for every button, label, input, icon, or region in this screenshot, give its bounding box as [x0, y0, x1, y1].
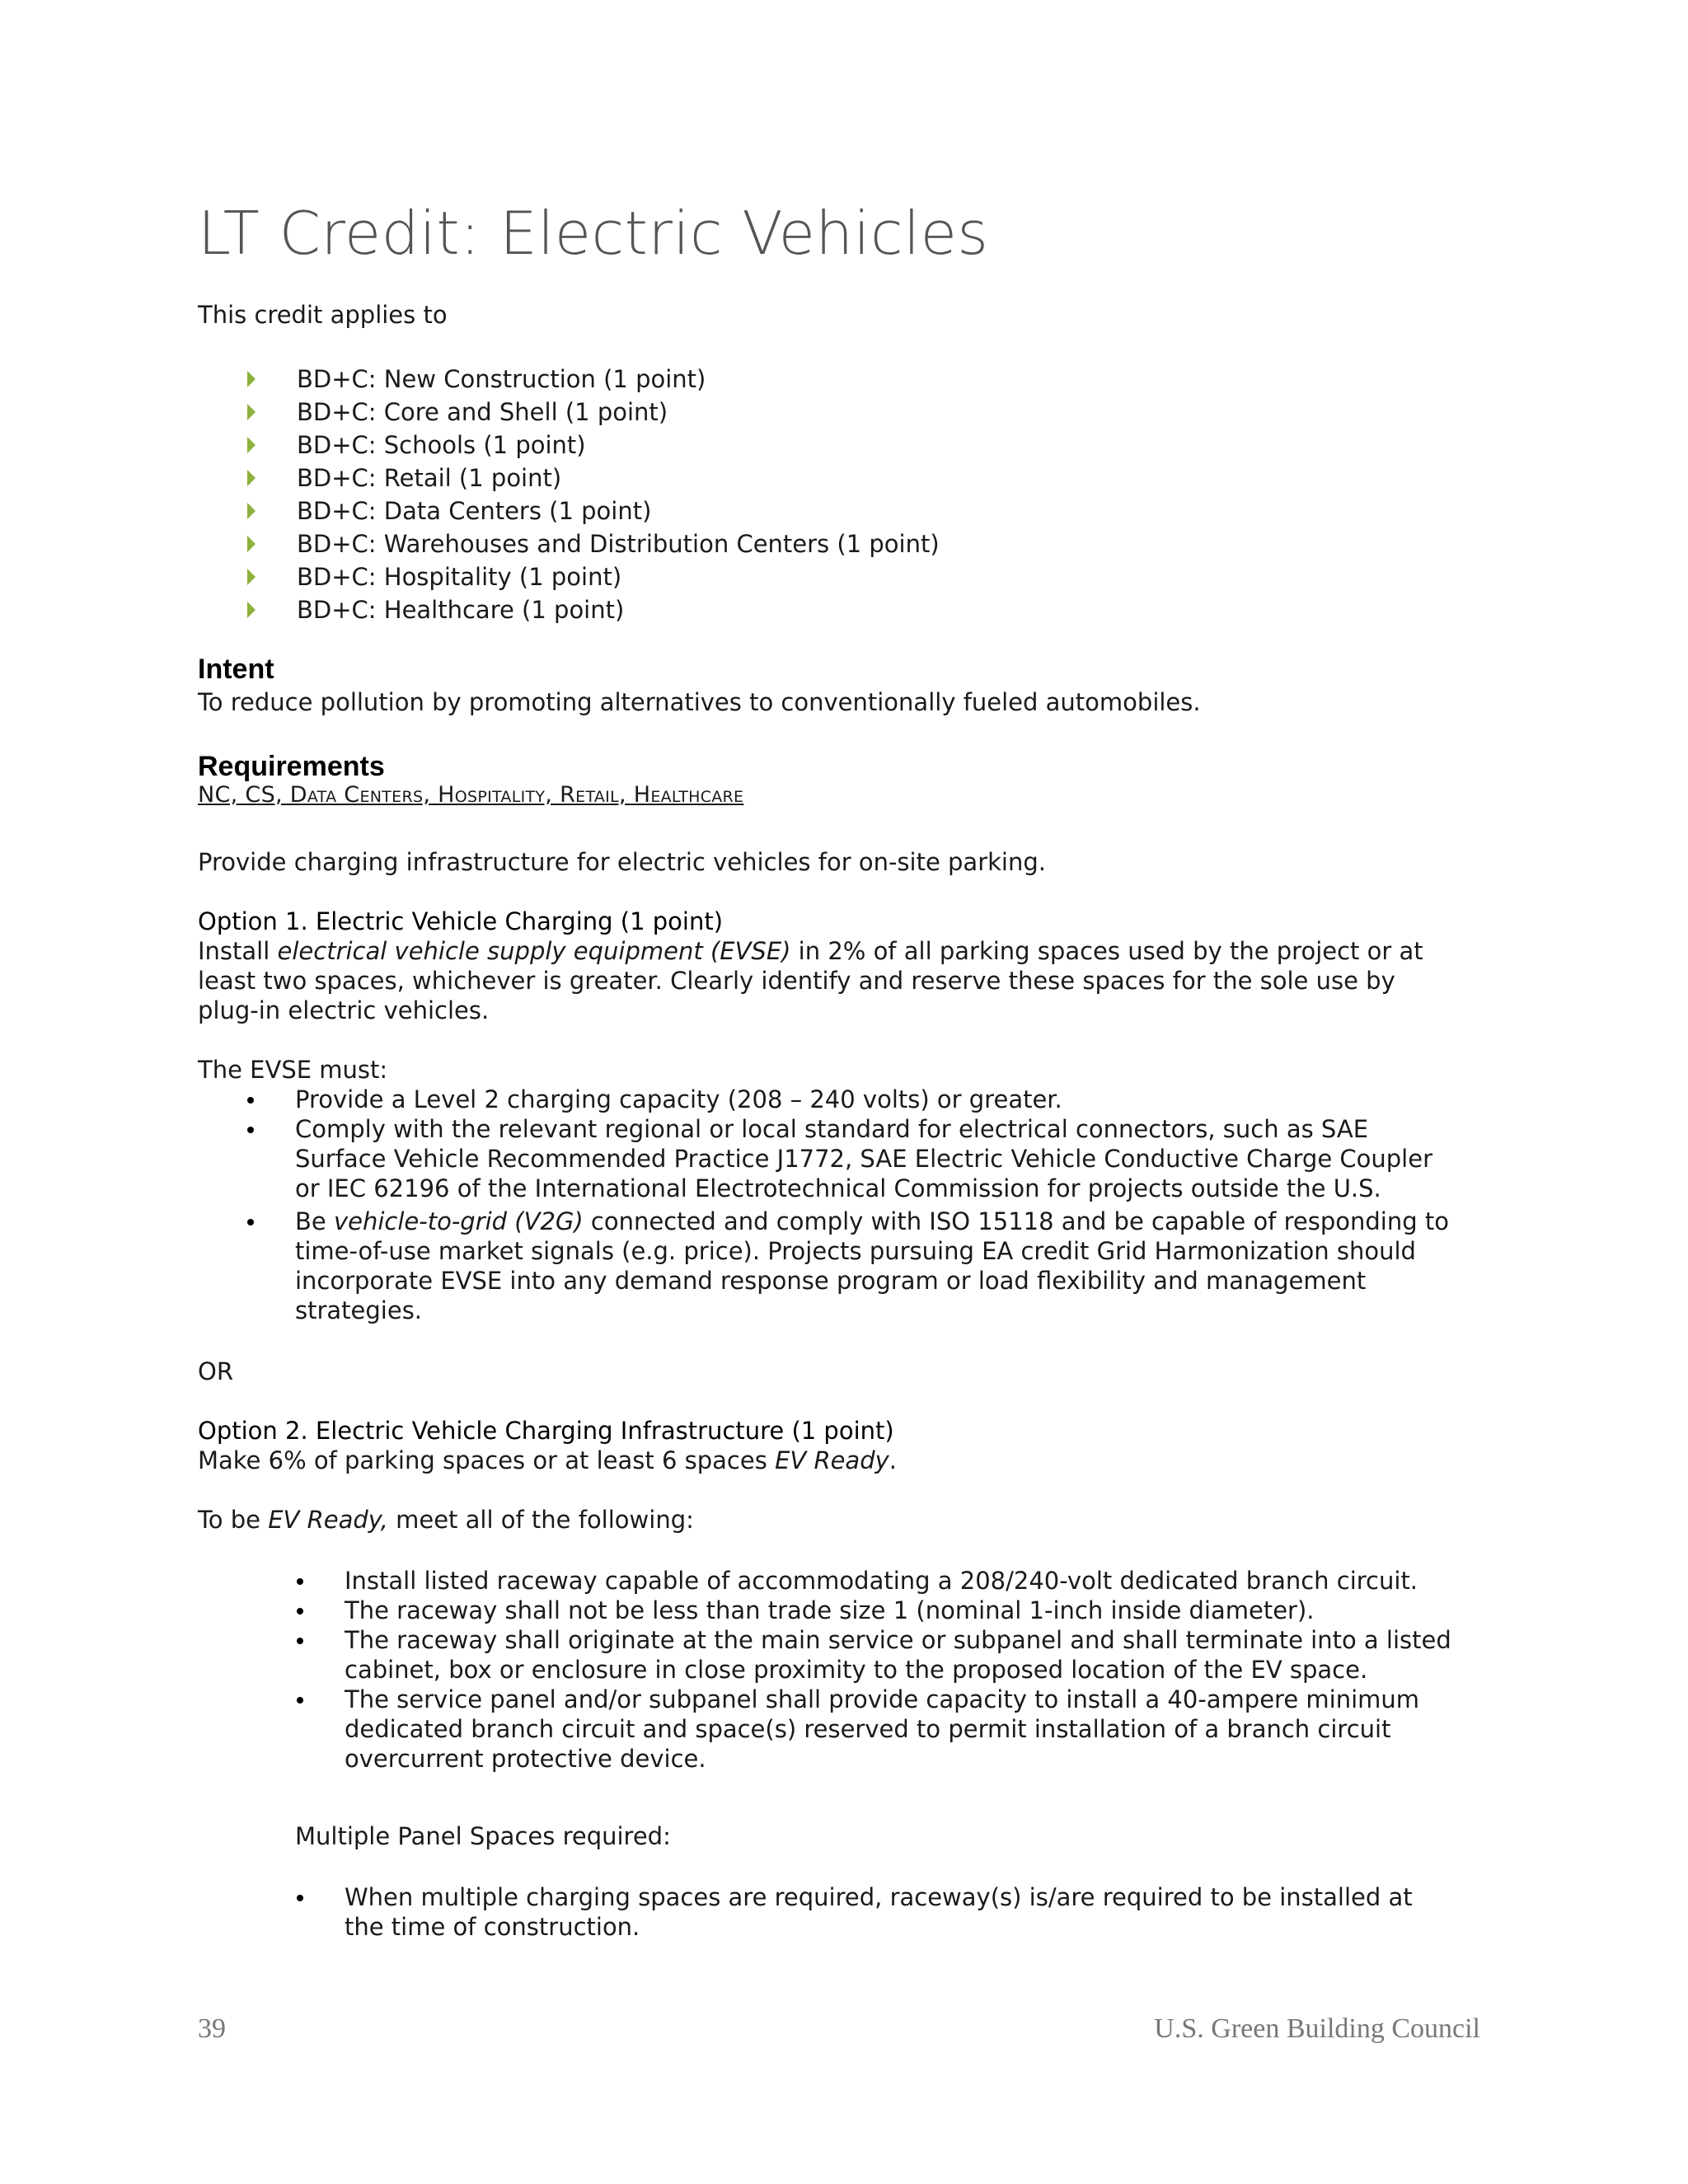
intent-heading: Intent	[198, 654, 274, 685]
ev-ready-intro: To be EV Ready, meet all of the following:	[198, 1506, 694, 1534]
multiple-panel-bullets	[295, 1882, 1498, 1942]
list-item: Install listed raceway capable of accommodating a 208/240-volt dedicated branch circuit.	[295, 1566, 1498, 1596]
triangle-bullet-icon	[247, 503, 256, 519]
requirements-scope: NC, CS, Data Centers, Hospitality, Retail, Healthcare	[198, 782, 744, 808]
triangle-bullet-icon	[247, 470, 256, 486]
page-number: 39	[198, 2013, 226, 2044]
option2-bullets	[295, 1566, 1498, 1774]
option1-paragraph: Install electrical vehicle supply equipment (EVSE) in 2% of all parking spaces used by the project or at least two spaces, whichever is greater. Clearly identify and reserve these spaces for the sole use by plug-in electric vehicles.	[198, 937, 1423, 1024]
option1-bullets	[246, 1085, 1498, 1325]
list-item: The raceway shall not be less than trade size 1 (nominal 1-inch inside diameter).	[295, 1596, 1498, 1625]
list-item: BD+C: Data Centers (1 point)	[247, 494, 940, 527]
applies-list	[247, 363, 940, 626]
or-separator: OR	[198, 1357, 233, 1385]
triangle-bullet-icon	[247, 602, 256, 618]
triangle-bullet-icon	[247, 404, 256, 420]
evse-must-label: The EVSE must:	[198, 1056, 388, 1084]
list-item: Be vehicle-to-grid (V2G) connected and comply with ISO 15118 and be capable of responding to time-of-use market signals (e.g. price). Projects pursuing EA credit Grid Harmonization should incorporate EVSE into any demand response program or load flexibility and management strategies.	[246, 1207, 1498, 1325]
bullet-dot-icon	[247, 1219, 254, 1226]
list-item: BD+C: Warehouses and Distribution Centers (1 point)	[247, 527, 940, 560]
bullet-dot-icon	[297, 1608, 303, 1615]
option2-heading: Option 2. Electric Vehicle Charging Infrastructure (1 point)	[198, 1417, 894, 1445]
option1-heading: Option 1. Electric Vehicle Charging (1 point)	[198, 907, 724, 935]
requirements-intro: Provide charging infrastructure for electric vehicles for on-site parking.	[198, 848, 1046, 876]
bullet-dot-icon	[297, 1578, 303, 1585]
bullet-dot-icon	[247, 1097, 254, 1104]
list-item: When multiple charging spaces are required, raceway(s) is/are required to be installed at the time of construction.	[295, 1882, 1498, 1942]
applies-intro: This credit applies to	[198, 301, 448, 329]
list-item: BD+C: Healthcare (1 point)	[247, 593, 940, 626]
triangle-bullet-icon	[247, 371, 256, 387]
list-item: BD+C: Retail (1 point)	[247, 462, 940, 494]
bullet-dot-icon	[297, 1697, 303, 1704]
bullet-dot-icon	[247, 1127, 254, 1133]
triangle-bullet-icon	[247, 569, 256, 585]
list-item: The service panel and/or subpanel shall provide capacity to install a 40-ampere minimum dedicated branch circuit and space(s) reserved to permit installation of a branch circuit overcurrent protective device.	[295, 1685, 1498, 1774]
triangle-bullet-icon	[247, 536, 256, 552]
footer-organization: U.S. Green Building Council	[1154, 2013, 1480, 2044]
option2-paragraph: Make 6% of parking spaces or at least 6 spaces EV Ready.	[198, 1446, 897, 1474]
list-item: Provide a Level 2 charging capacity (208 – 240 volts) or greater.	[246, 1085, 1498, 1114]
bullet-dot-icon	[297, 1895, 303, 1901]
list-item: Comply with the relevant regional or local standard for electrical connectors, such as SAE Surface Vehicle Recommended Practice J1772, SAE Electric Vehicle Conductive Charge Coupler or IEC 62196 of the International Electrotechnical Commission for projects outside the U.S.	[246, 1114, 1498, 1203]
list-item: BD+C: Hospitality (1 point)	[247, 560, 940, 593]
page-title: LT Credit: Electric Vehicles	[198, 199, 989, 268]
list-item: BD+C: Core and Shell (1 point)	[247, 396, 940, 429]
triangle-bullet-icon	[247, 437, 256, 453]
requirements-heading: Requirements	[198, 751, 385, 782]
multiple-panel-label: Multiple Panel Spaces required:	[295, 1822, 671, 1850]
list-item: BD+C: New Construction (1 point)	[247, 363, 940, 396]
intent-text: To reduce pollution by promoting alternatives to conventionally fueled automobiles.	[198, 688, 1201, 716]
list-item: BD+C: Schools (1 point)	[247, 429, 940, 462]
bullet-dot-icon	[297, 1638, 303, 1644]
list-item: The raceway shall originate at the main service or subpanel and shall terminate into a listed cabinet, box or enclosure in close proximity to the proposed location of the EV space.	[295, 1625, 1498, 1685]
